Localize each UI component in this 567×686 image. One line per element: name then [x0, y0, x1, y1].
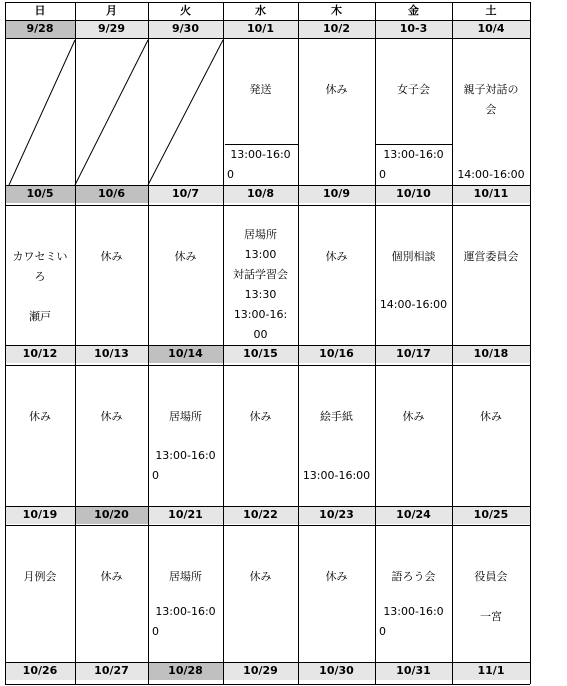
date-cell: 10/9: [298, 185, 375, 203]
date-cell: 10/8: [223, 185, 298, 203]
date-cell: 10/19: [5, 506, 75, 524]
event-text: 女子会: [397, 83, 430, 96]
weekday-header-2: 火: [180, 4, 191, 17]
event-text: 絵手紙: [320, 410, 353, 423]
date-cell: 10/18: [452, 345, 530, 363]
event-text: 会: [485, 103, 497, 116]
event-text: 休み: [100, 250, 123, 263]
event-text: 13:30: [244, 288, 277, 301]
date-cell: 10/15: [223, 345, 298, 363]
event-text: 13:00-16:: [233, 308, 288, 321]
event-text: 月例会: [23, 570, 57, 583]
date-cell: 10/24: [375, 506, 452, 524]
event-time-cont: 0: [379, 168, 386, 181]
event-time-cont: 0: [152, 469, 159, 482]
event-time: 14:00-16:00: [379, 298, 448, 311]
date-cell: 10/26: [5, 662, 75, 680]
date-cell: 10/6: [75, 185, 148, 203]
event-text: 休み: [325, 250, 348, 263]
weekday-header-6: 土: [485, 4, 497, 17]
date-cell: 10/10: [375, 185, 452, 203]
event-time: 13:00-16:0: [155, 605, 216, 618]
event-text: 休み: [325, 570, 348, 583]
date-cell: 10/11: [452, 185, 530, 203]
event-text: 居場所: [169, 570, 202, 583]
strike-line: [9, 40, 75, 185]
event-text: 13:00: [244, 248, 277, 261]
event-text: 休み: [325, 83, 348, 96]
event-text: 休み: [480, 410, 502, 423]
date-cell: 10/12: [5, 345, 75, 363]
date-cell: 10/4: [452, 20, 530, 38]
event-text: 一宮: [480, 610, 502, 623]
date-cell: 10/20: [75, 506, 148, 524]
date-cell: 10/5: [5, 185, 75, 203]
weekday-header-3: 水: [255, 4, 266, 17]
event-text: ろ: [34, 270, 46, 283]
date-cell: 10/28: [148, 662, 223, 680]
date-cell: 10/2: [298, 20, 375, 38]
event-text: 居場所: [169, 410, 202, 423]
event-time-cont: 0: [227, 168, 234, 181]
date-cell: 10/23: [298, 506, 375, 524]
event-text: 発送: [249, 83, 272, 96]
date-cell: 9/28: [5, 20, 75, 38]
weekday-header-0: 日: [34, 4, 46, 17]
date-cell: 10/1: [223, 20, 298, 38]
event-text: 居場所: [244, 228, 277, 241]
event-text: 休み: [249, 570, 272, 583]
event-text: 語ろう会: [391, 570, 436, 583]
event-text: 休み: [100, 570, 123, 583]
event-text: 運営委員会: [463, 250, 519, 263]
date-cell: 10-3: [375, 20, 452, 38]
date-cell: 10/7: [148, 185, 223, 203]
date-cell: 10/17: [375, 345, 452, 363]
strike-line: [148, 40, 223, 185]
date-cell: 10/27: [75, 662, 148, 680]
event-time: 13:00-16:0: [383, 148, 444, 161]
date-cell: 9/30: [148, 20, 223, 38]
event-time: 13:00-16:0: [230, 148, 291, 161]
weekday-header-1: 月: [106, 4, 117, 17]
event-time-cont: 0: [379, 625, 386, 638]
event-text: 対話学習会: [233, 268, 288, 281]
weekday-header-4: 木: [331, 4, 342, 17]
date-cell: 10/16: [298, 345, 375, 363]
event-time: 13:00-16:00: [302, 469, 371, 482]
event-time: 14:00-16:00: [457, 168, 525, 181]
event-text: 瀬戸: [29, 310, 51, 323]
date-cell: 9/29: [75, 20, 148, 38]
weekday-header-5: 金: [408, 4, 419, 17]
event-text: 休み: [402, 410, 425, 423]
event-text: 役員会: [474, 570, 508, 583]
event-text: 個別相談: [391, 250, 436, 263]
event-text: 休み: [174, 250, 197, 263]
event-text: 休み: [249, 410, 272, 423]
date-cell: 11/1: [452, 662, 530, 680]
date-cell: 10/25: [452, 506, 530, 524]
date-cell: 10/30: [298, 662, 375, 680]
event-time: 13:00-16:0: [155, 449, 216, 462]
event-text: 休み: [29, 410, 51, 423]
date-cell: 10/31: [375, 662, 452, 680]
date-cell: 10/13: [75, 345, 148, 363]
date-cell: 10/14: [148, 345, 223, 363]
event-text: 休み: [100, 410, 123, 423]
event-time: 13:00-16:0: [383, 605, 444, 618]
date-cell: 10/29: [223, 662, 298, 680]
date-cell: 10/21: [148, 506, 223, 524]
strike-line: [75, 40, 148, 185]
event-text: カワセミい: [12, 250, 68, 263]
event-text: 親子対話の: [463, 83, 519, 96]
event-text: 00: [253, 328, 268, 341]
event-time-cont: 0: [152, 625, 159, 638]
date-cell: 10/22: [223, 506, 298, 524]
